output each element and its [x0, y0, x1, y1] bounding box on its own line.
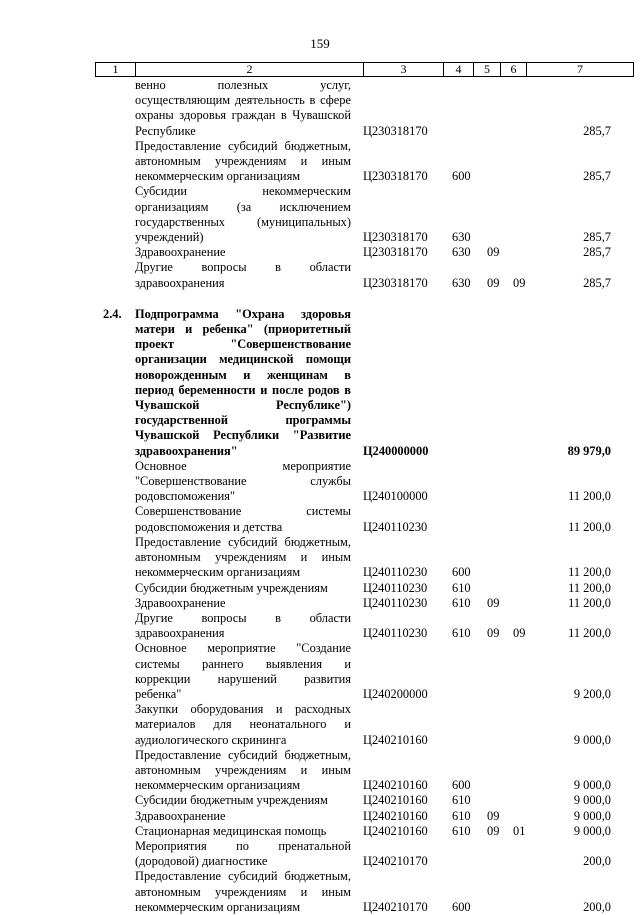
column-header: 5 — [474, 63, 501, 77]
row-amount: 285,7 — [583, 275, 611, 290]
row-name: Субсидии некоммерческим организациям (за исключением государственных (муниципальных) учреждений) — [135, 184, 351, 245]
row-section: 09 — [487, 275, 500, 290]
column-header: 4 — [444, 63, 474, 77]
row-amount: 285,7 — [583, 169, 611, 184]
row-amount: 11 200,0 — [568, 595, 611, 610]
row-expense-type: 610 — [452, 823, 471, 838]
table-row — [95, 611, 633, 641]
table-row — [95, 139, 633, 185]
row-code: Ц230318170 — [363, 230, 428, 245]
row-code: Ц240210160 — [363, 808, 428, 823]
table-row — [95, 260, 633, 290]
row-amount: 11 200,0 — [568, 519, 611, 534]
subprogram-name: Подпрограмма "Охрана здоровья матери и ребенка" (приоритетный проект "Совершенствование организации медицинской помощи новорожденным и женщинам в период беременности и после родов в Чувашской Республике") государственной программы Чувашской Республики "Развитие здравоохранения" — [135, 306, 351, 458]
budget-table-body — [95, 78, 633, 915]
row-code: Ц230318170 — [363, 123, 428, 138]
row-code: Ц240210160 — [363, 823, 428, 838]
row-name: Предоставление субсидий бюджетным, автономным учреждениям и иным некоммерческим организациям — [135, 869, 351, 914]
row-amount: 285,7 — [583, 230, 611, 245]
row-code: Ц230318170 — [363, 169, 428, 184]
column-header-table — [95, 62, 634, 77]
table-row — [95, 184, 633, 245]
row-expense-type: 630 — [452, 275, 471, 290]
row-name: Другие вопросы в области здравоохранения — [135, 610, 351, 641]
row-expense-type: 610 — [452, 793, 471, 808]
row-amount: 200,0 — [583, 899, 611, 914]
page-number: 159 — [310, 36, 330, 51]
row-code: Ц240210160 — [363, 732, 428, 747]
row-section: 09 — [487, 595, 500, 610]
row-amount: 11 200,0 — [568, 580, 611, 595]
table-row — [95, 793, 633, 808]
row-name: Совершенствование системы родовспоможения и детства — [135, 504, 351, 534]
row-code: Ц240210160 — [363, 778, 428, 793]
row-amount: 285,7 — [583, 123, 611, 138]
row-expense-type: 600 — [452, 778, 471, 793]
row-name: Основное мероприятие "Создание системы раннего выявления и коррекции нарушений развития ребенка" — [135, 641, 351, 701]
table-row — [95, 809, 633, 824]
row-amount: 9 000,0 — [573, 823, 611, 838]
row-code: Ц240210170 — [363, 854, 428, 869]
row-name: Здравоохранение — [135, 595, 226, 610]
row-code: Ц240110230 — [363, 595, 428, 610]
row-expense-type: 600 — [452, 169, 471, 184]
row-code: Ц240110230 — [363, 580, 428, 595]
row-subsection: 09 — [513, 626, 526, 641]
row-section: 09 — [487, 245, 500, 260]
row-name: Субсидии бюджетным учреждениям — [135, 793, 328, 808]
row-code: Ц240100000 — [363, 489, 428, 504]
table-row — [95, 245, 633, 260]
row-expense-type: 600 — [452, 565, 471, 580]
row-name: Мероприятия по пренатальной (дородовой) диагностике — [135, 838, 351, 869]
subprogram-amount: 89 979,0 — [567, 443, 611, 458]
row-code: Ц240110230 — [363, 519, 428, 534]
row-code: Ц240200000 — [363, 686, 428, 701]
row-amount: 9 200,0 — [573, 686, 611, 701]
row-name: Здравоохранение — [135, 245, 226, 260]
table-row — [95, 78, 633, 139]
column-header-row — [96, 63, 634, 77]
row-section: 09 — [487, 808, 500, 823]
table-row — [95, 702, 633, 748]
row-code: Ц240110230 — [363, 565, 428, 580]
row-code: Ц230318170 — [363, 275, 428, 290]
row-amount: 285,7 — [583, 245, 611, 260]
row-amount: 11 200,0 — [568, 489, 611, 504]
row-subsection: 09 — [513, 275, 526, 290]
table-row — [95, 748, 633, 794]
row-name: Предоставление субсидий бюджетным, автономным учреждениям и иным некоммерческим организациям — [135, 138, 351, 184]
column-header: 2 — [136, 63, 364, 77]
table-row — [95, 535, 633, 581]
table-row — [95, 596, 633, 611]
row-code: Ц240210170 — [363, 899, 428, 914]
column-header: 7 — [527, 63, 634, 77]
column-header: 3 — [364, 63, 444, 77]
column-header: 6 — [501, 63, 527, 77]
row-code: Ц240210160 — [363, 793, 428, 808]
table-row — [95, 459, 633, 505]
row-name: Предоставление субсидий бюджетным, автономным учреждениям и иным некоммерческим организациям — [135, 747, 351, 793]
row-name: Здравоохранение — [135, 808, 226, 823]
row-amount: 11 200,0 — [568, 626, 611, 641]
row-name: Закупки оборудования и расходных материалов для неонатального и аудиологического скрининга — [135, 702, 351, 747]
row-code: Ц230318170 — [363, 245, 428, 260]
row-expense-type: 630 — [452, 245, 471, 260]
row-amount: 11 200,0 — [568, 565, 611, 580]
row-name: Стационарная медицинская помощь — [135, 823, 327, 838]
row-expense-type: 600 — [452, 899, 471, 914]
table-row — [95, 641, 633, 702]
row-amount: 9 000,0 — [573, 732, 611, 747]
row-expense-type: 610 — [452, 580, 471, 595]
row-subsection: 01 — [513, 823, 526, 838]
row-name: Основное мероприятие "Совершенствование службы родовспоможения" — [135, 458, 351, 504]
table-row — [95, 839, 633, 869]
row-section: 09 — [487, 626, 500, 641]
subprogram-number: 2.4. — [103, 306, 122, 321]
row-name: венно полезных услуг, осуществляющим деятельность в сфере охраны здоровья граждан в Чувашской Республике — [135, 78, 351, 138]
row-amount: 9 000,0 — [573, 808, 611, 823]
row-amount: 9 000,0 — [573, 778, 611, 793]
row-name: Субсидии бюджетным учреждениям — [135, 580, 328, 595]
row-code: Ц240110230 — [363, 626, 428, 641]
row-amount: 9 000,0 — [573, 793, 611, 808]
row-expense-type: 630 — [452, 230, 471, 245]
table-row — [95, 869, 633, 915]
table-row — [95, 824, 633, 839]
column-header: 1 — [96, 63, 136, 77]
row-expense-type: 610 — [452, 626, 471, 641]
subprogram-row — [95, 307, 633, 459]
row-name: Другие вопросы в области здравоохранения — [135, 260, 351, 290]
subprogram-code: Ц240000000 — [363, 443, 429, 458]
table-row — [95, 581, 633, 596]
row-expense-type: 610 — [452, 808, 471, 823]
row-name: Предоставление субсидий бюджетным, автономным учреждениям и иным некоммерческим организациям — [135, 534, 351, 580]
table-row — [95, 504, 633, 534]
row-amount: 200,0 — [583, 854, 611, 869]
row-expense-type: 610 — [452, 595, 471, 610]
row-section: 09 — [487, 823, 500, 838]
